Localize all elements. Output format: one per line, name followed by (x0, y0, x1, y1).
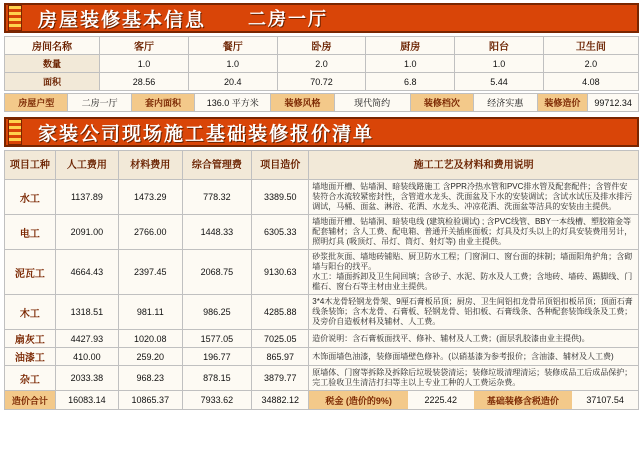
label-tax: 税金 (造价的9%) (309, 391, 408, 409)
cell-labor: 1318.51 (55, 295, 118, 330)
cell-material: 1473.29 (119, 180, 182, 215)
section2-title-bar (4, 117, 639, 147)
cell-count-dining: 1.0 (188, 55, 277, 73)
cell-total: 9130.63 (252, 250, 309, 295)
cell-total: 4285.88 (252, 295, 309, 330)
cell-total: 3879.77 (252, 366, 309, 391)
value-inner-area: 136.0 平方米 (195, 94, 271, 112)
cell-mgmt: 2068.75 (182, 250, 252, 295)
cell-mgmt: 1448.33 (182, 215, 252, 250)
cell-description: 原墙体、门窗等拆除及拆除后垃圾装袋清运；装修垃圾清理清运；装修成品工后成品保护；完工验收卫生清洁打扫等主以上专业工种的人工费运杂费。 (309, 366, 639, 391)
basic-info-header-row (5, 37, 639, 55)
cell-labor: 2091.00 (55, 215, 118, 250)
cell-trade: 水工 (5, 180, 56, 215)
cell-total: 7025.05 (252, 330, 309, 348)
table-row (5, 295, 639, 330)
section1-subtitle: 二房一厅 (248, 9, 329, 29)
cell-total: 865.97 (252, 348, 309, 366)
cell-material: 2766.00 (119, 215, 182, 250)
totals-row (5, 391, 639, 410)
value-house-type: 二房一厅 (68, 94, 131, 112)
cell-count-living: 1.0 (100, 55, 189, 73)
cell-count-bedroom: 2.0 (277, 55, 366, 73)
label-total: 造价合计 (5, 391, 56, 410)
table-row (5, 250, 639, 295)
cell-mgmt: 878.15 (182, 366, 252, 391)
cell-trade: 泥瓦工 (5, 250, 56, 295)
cell-mgmt: 986.25 (182, 295, 252, 330)
value-tax: 2225.42 (408, 391, 474, 409)
table-row (5, 94, 639, 112)
row-label-count: 数量 (5, 55, 100, 73)
col-dining-room: 餐厅 (188, 37, 277, 55)
decor-stripe-icon (8, 5, 22, 31)
total-labor: 16083.14 (55, 391, 118, 410)
cell-material: 981.11 (119, 295, 182, 330)
col-management-fee: 综合管理费 (182, 151, 252, 180)
cell-area-dining: 20.4 (188, 73, 277, 91)
tax-summary-cell (309, 391, 639, 410)
cell-area-bedroom: 70.72 (277, 73, 366, 91)
col-labor-cost: 人工费用 (55, 151, 118, 180)
cell-description: 造价说明：含石膏板面找平、修补、辅材及人工费；(面层乳胶漆由业主提供)。 (309, 330, 639, 348)
table-row (5, 348, 639, 366)
cell-trade: 扇灰工 (5, 330, 56, 348)
col-material-cost: 材料费用 (119, 151, 182, 180)
cell-labor: 2033.38 (55, 366, 118, 391)
cell-count-bathroom: 2.0 (543, 55, 638, 73)
table-row (5, 73, 639, 91)
table-row (5, 180, 639, 215)
cell-area-living: 28.56 (100, 73, 189, 91)
quote-header-row (5, 151, 639, 180)
total-mgmt: 7933.62 (182, 391, 252, 410)
basic-info-table (4, 36, 639, 91)
col-kitchen: 厨房 (366, 37, 455, 55)
description-line-1: 砂浆批灰面、墙地砖铺贴、厨卫防水工程；门窗洞口、窗台面的抹制；墙面阳角护角；含砌墙与阳台的找平。 (312, 252, 633, 271)
cell-material: 2397.45 (119, 250, 182, 295)
table-row (5, 215, 639, 250)
cell-labor: 410.00 (55, 348, 118, 366)
cell-mgmt: 1577.05 (182, 330, 252, 348)
cell-trade: 油漆工 (5, 348, 56, 366)
col-bedroom: 卧房 (277, 37, 366, 55)
label-inner-area: 套内面积 (131, 94, 194, 112)
cell-area-bathroom: 4.08 (543, 73, 638, 91)
table-row (5, 330, 639, 348)
col-trade: 项目工种 (5, 151, 56, 180)
cell-area-balcony: 5.44 (455, 73, 544, 91)
col-living-room: 客厅 (100, 37, 189, 55)
cell-material: 259.20 (119, 348, 182, 366)
cell-count-kitchen: 1.0 (366, 55, 455, 73)
house-style-row (4, 93, 639, 112)
cell-trade: 电工 (5, 215, 56, 250)
value-decor-cost: 99712.34 (588, 94, 639, 112)
value-final-total: 37107.54 (572, 391, 638, 409)
table-row (5, 55, 639, 73)
cell-area-kitchen: 6.8 (366, 73, 455, 91)
cell-description: 墙地面开槽、钻墙洞、暗装线路施工 含PPR冷热水管和PVC排水管及配套配件；含管件安装符合水流较紧密封性，含管道水龙头、洗面盆及下水的安装调试；含试水试压及排水排污调试，马桶、面盆、淋浴、花洒、水龙头、冲凉花洒、洗面盆等洁具的安装由主提供。 (309, 180, 639, 215)
label-final-total: 基础装修含税造价 (474, 391, 573, 409)
cell-labor: 1137.89 (55, 180, 118, 215)
section2-title: 家装公司现场施工基础装修报价清单 (38, 123, 375, 145)
label-decor-grade: 装修档次 (410, 94, 473, 112)
cell-description: 木饰面墙色油漆，装修面墙壁色修补。(以硝基漆为参考报价；含油漆、辅材及人工费) (309, 348, 639, 366)
decor-stripe-icon (8, 119, 22, 145)
cell-description: 3*4木龙骨轻钢龙骨架、9厘石膏板吊顶；厨房、卫生间铝扣龙骨吊顶铝扣板吊顶；顶面石膏线条装饰；含木龙骨、石膏板、轻钢龙骨、铝扣板、石膏线条、各种配套装饰线条及工费；及旁价自造板材料及辅材、人工费。 (309, 295, 639, 330)
label-decor-style: 装修风格 (271, 94, 334, 112)
cell-description: 墙地面开槽、钻墙洞、暗装电线 (建筑检验调试) ; 含PVC线管、BBY一本线槽、塑胶箱金等配套辅材；含人工费、配电箱、普通开关插座面板；灯具及灯头以上的灯具安装费用另计，照明灯具 (吸顶灯、吊灯、筒灯、射灯等) 由业主提供。 (309, 215, 639, 250)
value-decor-grade: 经济实惠 (474, 94, 537, 112)
cell-mgmt: 778.32 (182, 180, 252, 215)
col-item-total: 项目造价 (252, 151, 309, 180)
total-material: 10865.37 (119, 391, 182, 410)
cell-description (309, 250, 639, 295)
total-amount: 34882.12 (252, 391, 309, 410)
section1-title-bar (4, 3, 639, 33)
cell-count-balcony: 1.0 (455, 55, 544, 73)
cell-mgmt: 196.77 (182, 348, 252, 366)
cell-labor: 4664.43 (55, 250, 118, 295)
quote-table (4, 150, 639, 410)
row-label-area: 面积 (5, 73, 100, 91)
col-room-name: 房间名称 (5, 37, 100, 55)
cell-labor: 4427.93 (55, 330, 118, 348)
col-balcony: 阳台 (455, 37, 544, 55)
table-row (5, 366, 639, 391)
col-description: 施工工艺及材料和费用说明 (309, 151, 639, 180)
cell-trade: 木工 (5, 295, 56, 330)
section1-title: 房屋装修基本信息 (38, 9, 207, 31)
cell-total: 6305.33 (252, 215, 309, 250)
value-decor-style: 现代简约 (334, 94, 410, 112)
label-house-type: 房屋户型 (5, 94, 68, 112)
col-bathroom: 卫生间 (543, 37, 638, 55)
cell-material: 968.23 (119, 366, 182, 391)
cell-total: 3389.50 (252, 180, 309, 215)
description-line-2: 水工：墙面拆卸及卫生间回填；含砂子、水泥、防水及人工费；含地砖、墙砖、踢脚线、门槛石、窗台石等主材由业主提供。 (312, 272, 633, 291)
table-row (309, 391, 638, 409)
label-decor-cost: 装修造价 (537, 94, 588, 112)
cell-material: 1020.08 (119, 330, 182, 348)
cell-trade: 杂工 (5, 366, 56, 391)
